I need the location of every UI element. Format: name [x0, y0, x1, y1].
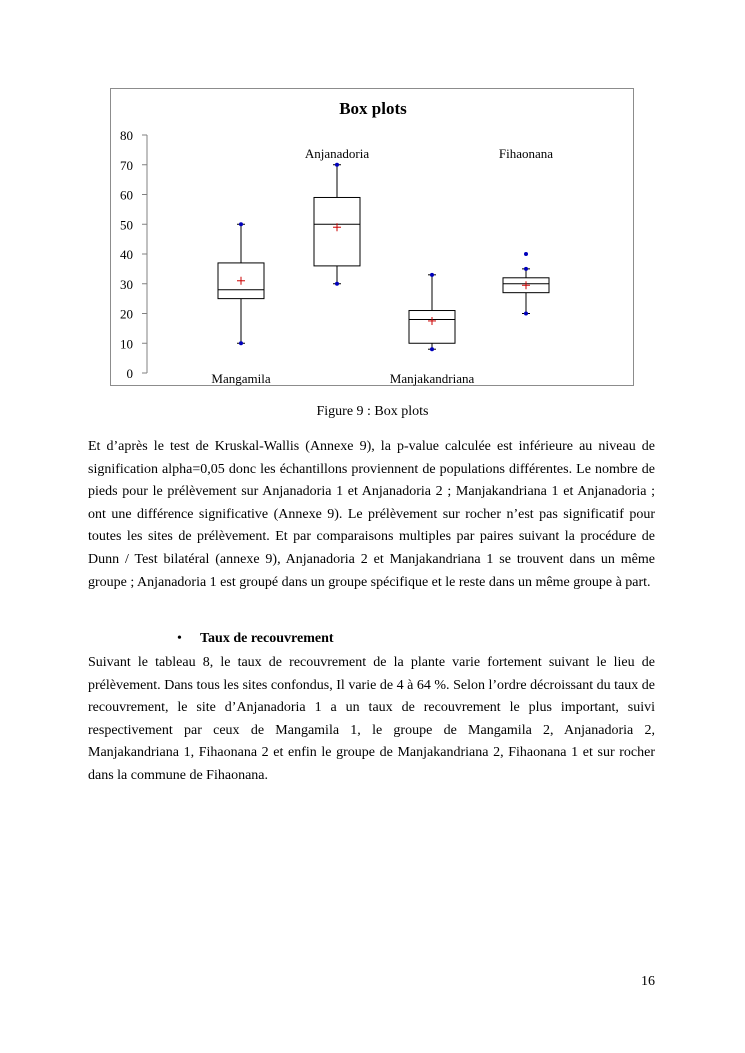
box-iqr	[314, 197, 360, 265]
y-tick-label: 40	[120, 247, 133, 262]
figure-caption: Figure 9 : Box plots	[316, 404, 429, 419]
category-label: Anjanadoria	[304, 146, 370, 161]
paragraph-taux-recouvrement: Suivant le tableau 8, le taux de recouvrement de la plante varie fortement suivant le lieu de prélèvement. Dans tous les sites confondus, Il varie de 4 à 64 %. Selon l’ordre décroissant du taux de recouvrement, le site d’Anjanadoria 1 a un taux de recouvrement le plus important, suivi respectivement par ceux de Mangamila 1, le groupe de Mangamila 2, Anjanadoria 2, Manjakandriana 1, Fihaonana 2 et enfin le groupe de Manjakandriana 2, Fihaonana 1 et sur rocher dans la commune de Fihaonana.	[88, 655, 655, 783]
y-tick-label: 10	[120, 336, 133, 352]
y-tick-label: 20	[120, 306, 133, 322]
y-tick-label: 30	[120, 276, 133, 292]
category-label: Fihaonana	[498, 146, 554, 161]
min-marker	[524, 312, 528, 316]
outlier-marker	[524, 252, 528, 256]
min-marker	[239, 341, 243, 345]
bullet-icon: •	[177, 631, 182, 646]
min-marker	[335, 282, 339, 286]
max-marker	[335, 163, 339, 167]
paragraph-kruskal-wallis: Et d’après le test de Kruskal-Wallis (Annexe 9), la p-value calculée est inférieure au niveau de signification alpha=0,05 donc les échantillons proviennent de populations différentes. Le nombre de pieds pour le prélèvement sur Anjanadoria 1 et Anjanadoria 2 ; Manjakandriana 1 et Anjanadoria ; ont une différence significative (Annexe 9). Le prélèvement sur rocher n’est pas significatif pour toutes les sites de prélèvement. Et par comparaisons multiples par paires suivant la procédure de Dunn / Test bilatéral (annexe 9), Anjanadoria 2 et Manjakandriana 1 se trouvent dans un même groupe ; Anjanadoria 1 est groupé dans un groupe spécifique et le reste dans un même groupe à part.	[88, 439, 655, 590]
chart-title: Box plots	[339, 99, 407, 118]
box-plot-svg	[111, 89, 635, 387]
category-label: Mangamila	[211, 371, 271, 386]
y-tick-label: 50	[120, 217, 133, 233]
y-tick-label: 60	[120, 187, 133, 203]
section-heading-line	[177, 631, 334, 647]
box-plot-chart	[110, 88, 634, 386]
section-heading: Taux de recouvrement	[200, 631, 334, 646]
max-marker	[430, 273, 434, 277]
y-tick-label: 70	[120, 157, 133, 173]
page-number: 16	[641, 974, 655, 989]
category-label: Manjakandriana	[389, 371, 475, 386]
min-marker	[430, 347, 434, 351]
max-marker	[524, 267, 528, 271]
box-iqr	[409, 311, 455, 344]
max-marker	[239, 222, 243, 226]
y-tick-label: 80	[120, 128, 133, 143]
y-tick-label: 0	[126, 366, 133, 381]
